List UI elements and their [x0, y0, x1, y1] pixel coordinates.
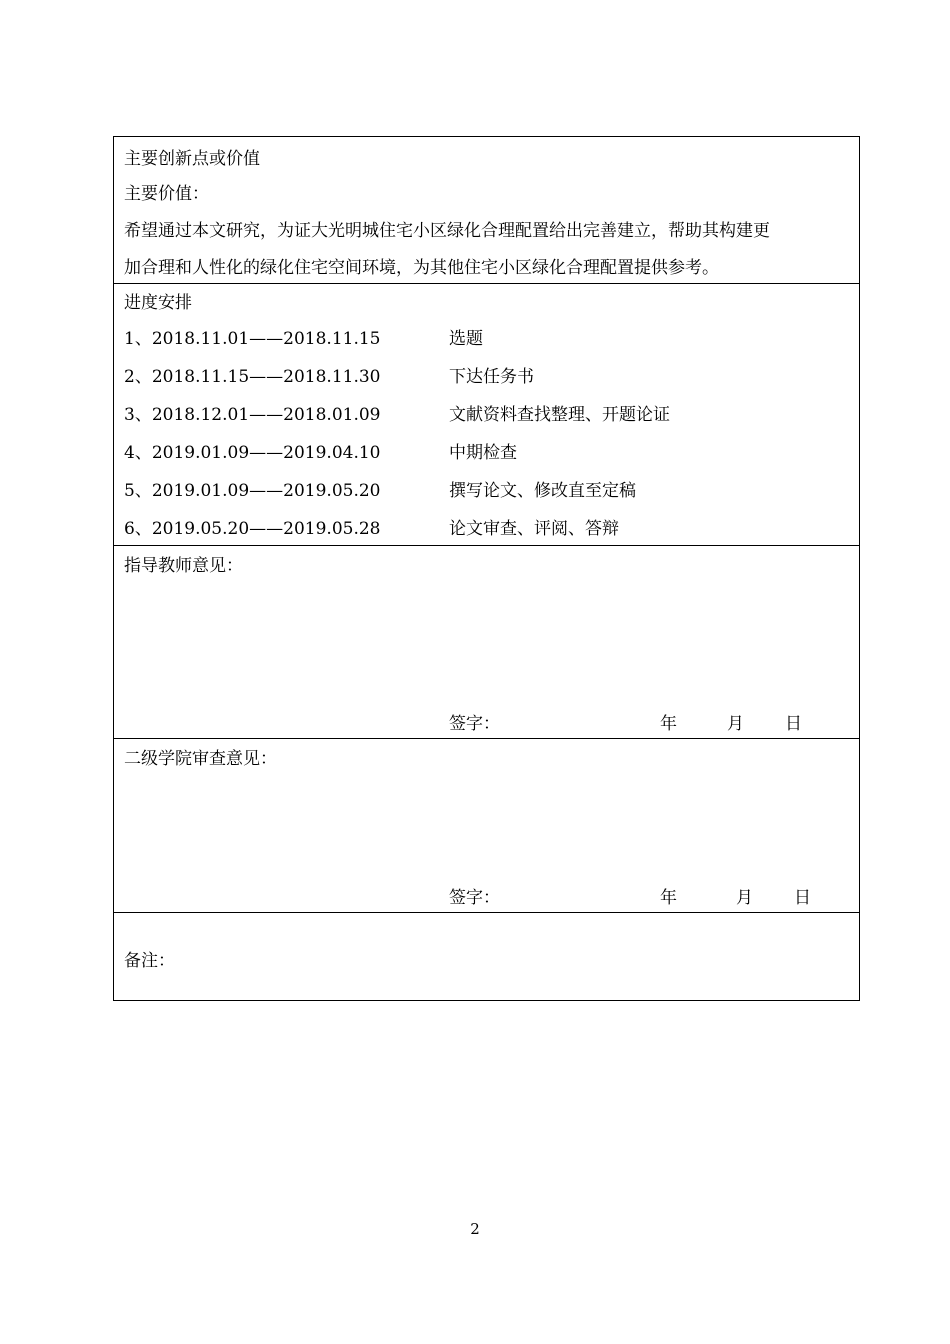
proposal-form-table — [113, 136, 860, 1001]
value-text-line-2: 加合理和人性化的绿化住宅空间环境，为其他住宅小区绿化合理配置提供参考。 — [124, 258, 719, 278]
schedule-task: 中期检查 — [449, 443, 517, 463]
schedule-date: 1、2018.11.01——2018.11.15 — [124, 329, 381, 349]
value-text-line-1: 希望通过本文研究，为证大光明城住宅小区绿化合理配置给出完善建立，帮助其构建更 — [124, 221, 770, 241]
schedule-section — [114, 283, 859, 545]
advisor-signature-label: 签字： — [449, 714, 500, 734]
advisor-year-label: 年 — [660, 714, 677, 734]
college-day-label: 日 — [794, 888, 811, 908]
innovation-section — [114, 137, 859, 283]
advisor-month-label: 月 — [727, 714, 744, 734]
schedule-task: 撰写论文、修改直至定稿 — [449, 481, 636, 501]
schedule-task: 下达任务书 — [449, 367, 534, 387]
advisor-opinion-section — [114, 545, 859, 738]
college-review-section — [114, 738, 859, 912]
advisor-day-label: 日 — [785, 714, 802, 734]
schedule-date: 6、2019.05.20——2019.05.28 — [124, 519, 381, 539]
college-signature-label: 签字： — [449, 888, 500, 908]
schedule-date: 5、2019.01.09——2019.05.20 — [124, 481, 381, 501]
schedule-task: 文献资料查找整理、开题论证 — [449, 405, 670, 425]
schedule-date: 2、2018.11.15——2018.11.30 — [124, 367, 381, 387]
advisor-opinion-heading: 指导教师意见： — [124, 556, 243, 576]
innovation-heading: 主要创新点或价值 — [124, 149, 260, 169]
page-number: 2 — [470, 1220, 480, 1238]
schedule-heading: 进度安排 — [124, 293, 192, 313]
schedule-date: 4、2019.01.09——2019.04.10 — [124, 443, 381, 463]
schedule-date: 3、2018.12.01——2018.01.09 — [124, 405, 381, 425]
value-subheading: 主要价值： — [124, 184, 209, 204]
college-month-label: 月 — [736, 888, 753, 908]
college-review-heading: 二级学院审查意见： — [124, 749, 277, 769]
schedule-task: 论文审查、评阅、答辩 — [449, 519, 619, 539]
schedule-task: 选题 — [449, 329, 483, 349]
remarks-section — [114, 912, 859, 1000]
remarks-heading: 备注： — [124, 951, 175, 971]
college-year-label: 年 — [660, 888, 677, 908]
